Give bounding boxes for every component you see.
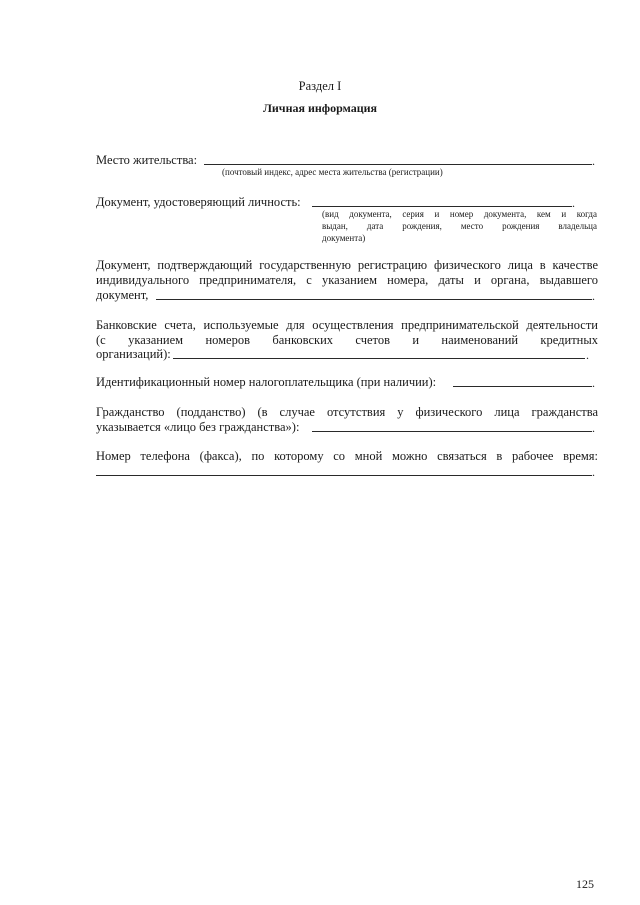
registration-document-line-1: Документ, подтверждающий государственную регистрацию физического лица в качестве	[96, 258, 598, 272]
inn-label: Идентификационный номер налогоплательщика (при наличии):	[96, 375, 437, 389]
phone-field[interactable]	[96, 475, 592, 476]
bank-accounts-line-2: (с указанием номеров банковских счетов и наименований кредитных	[96, 333, 598, 347]
bank-accounts-line-1: Банковские счета, используемые для осуществления предпринимательской деятельности	[96, 318, 598, 332]
id-document-hint-2: выдан, дата рождения, место рождения владельца	[322, 221, 597, 231]
page-number: 125	[576, 877, 594, 891]
inn-dot: .	[592, 376, 595, 390]
registration-document-field[interactable]	[156, 299, 592, 300]
citizenship-line-2: указывается «лицо без гражданства»):	[96, 420, 300, 434]
citizenship-field[interactable]	[312, 431, 592, 432]
registration-document-dot: .	[592, 289, 595, 303]
citizenship-dot: .	[592, 421, 595, 435]
inn-field[interactable]	[453, 386, 592, 387]
residence-dot: .	[592, 154, 595, 168]
residence-hint: (почтовый индекс, адрес места жительства (регистрации)	[222, 167, 443, 177]
id-document-hint-3: документа)	[322, 233, 366, 243]
bank-accounts-dot: .	[586, 348, 589, 362]
bank-accounts-field[interactable]	[173, 358, 585, 359]
phone-dot: .	[592, 465, 595, 479]
registration-document-line-3: документ,	[96, 288, 149, 302]
id-document-label: Документ, удостоверяющий личность:	[96, 195, 301, 209]
phone-line-1: Номер телефона (факса), по которому со мной можно связаться в рабочее время:	[96, 449, 598, 463]
section-subtitle: Личная информация	[262, 101, 378, 115]
id-document-field[interactable]	[312, 206, 572, 207]
residence-label: Место жительства:	[96, 153, 198, 167]
bank-accounts-line-3: организаций):	[96, 347, 171, 361]
citizenship-line-1: Гражданство (подданство) (в случае отсутствия у физического лица гражданства	[96, 405, 598, 419]
id-document-hint-1: (вид документа, серия и номер документа, кем и когда	[322, 209, 597, 219]
section-title: Раздел I	[298, 79, 342, 93]
registration-document-line-2: индивидуального предпринимателя, с указанием номера, даты и органа, выдавшего	[96, 273, 598, 287]
id-document-dot: .	[572, 196, 575, 210]
residence-field[interactable]	[204, 164, 592, 165]
